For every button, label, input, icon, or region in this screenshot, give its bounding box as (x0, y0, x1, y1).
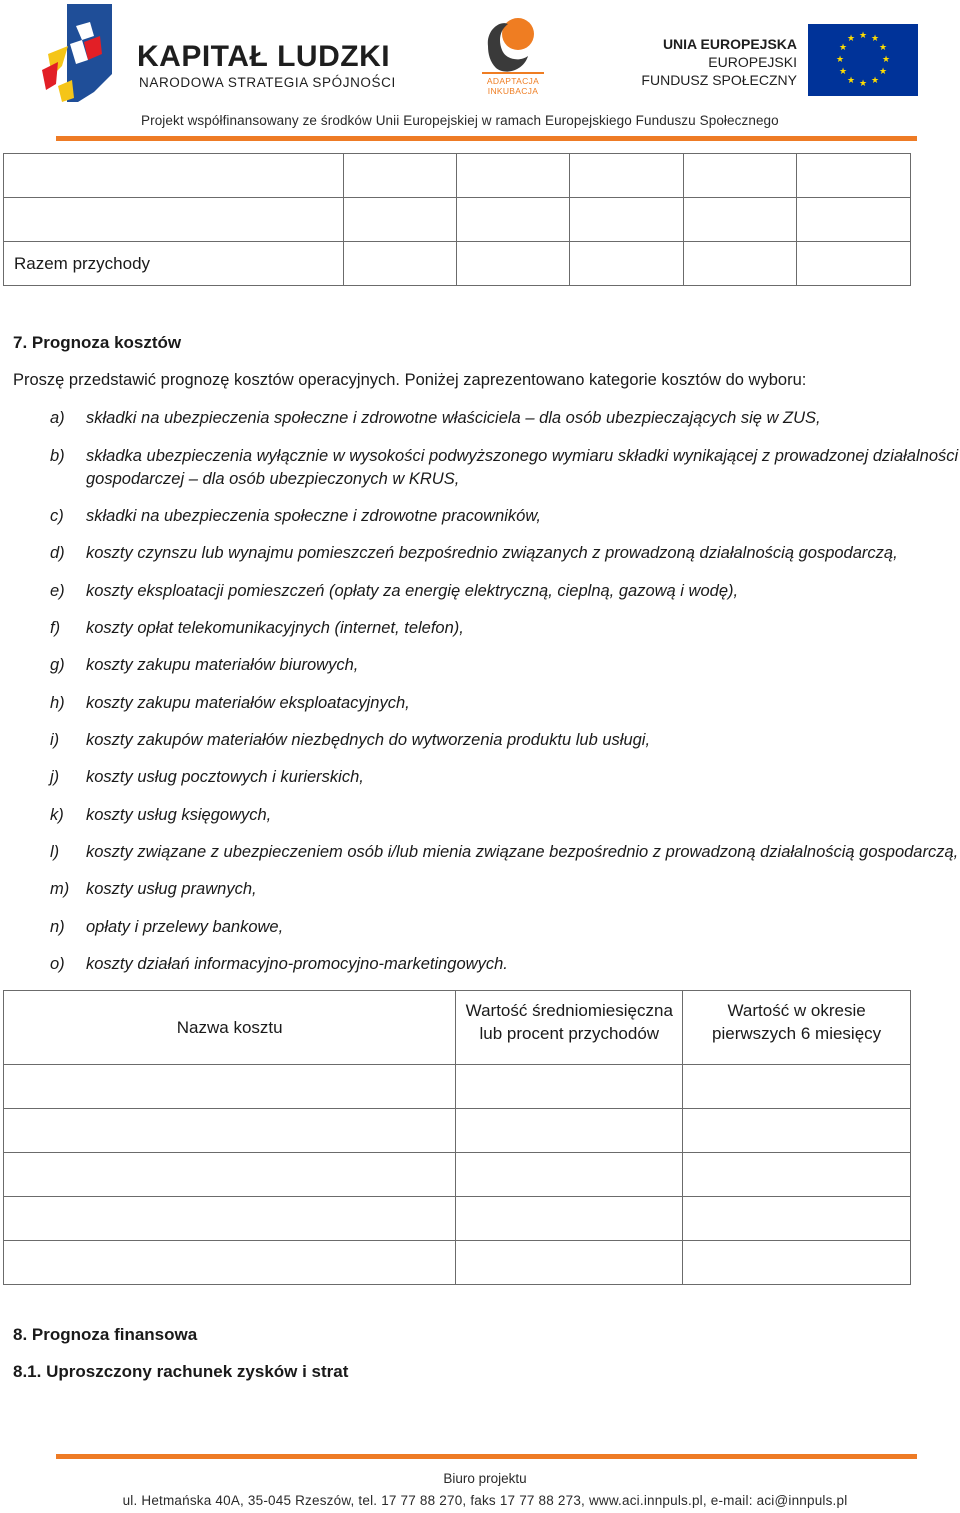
eu-line-1: UNIA EUROPEJSKA (662, 36, 797, 52)
list-text: koszty zakupów materiałów niezbędnych do wytworzenia produktu lub usługi, (86, 731, 651, 749)
table-cell[interactable] (344, 154, 457, 198)
list-marker: i) (50, 731, 60, 749)
list-marker: k) (50, 806, 64, 824)
inkubacja-text: INKUBACJA (487, 86, 539, 96)
table-cell[interactable] (344, 242, 457, 286)
header-line: Wartość w okresie (727, 1001, 866, 1020)
svg-text:★: ★ (881, 55, 891, 65)
list-marker: h) (50, 694, 65, 712)
page-header (0, 0, 960, 145)
table-cell[interactable] (683, 1241, 911, 1285)
eu-line-3: FUNDUSZ SPOŁECZNY (641, 72, 797, 88)
list-text: koszty usług księgowych, (86, 806, 272, 824)
table-cell[interactable] (684, 154, 797, 198)
table-cell[interactable] (4, 1153, 456, 1197)
kapital-ludzki-title: KAPITAŁ LUDZKI (137, 40, 391, 73)
table-cell[interactable] (456, 1197, 683, 1241)
svg-text:★: ★ (870, 76, 880, 86)
section-8-1-heading: 8.1. Uproszczony rachunek zysków i strat (13, 1362, 349, 1381)
table-cell[interactable] (797, 198, 911, 242)
list-marker: b) (50, 447, 65, 465)
list-marker: l) (50, 843, 60, 861)
adaptacja-inkubacja-logo (480, 16, 546, 82)
table-cell[interactable] (4, 198, 344, 242)
list-text: koszty działań informacyjno-promocyjno-marketingowych. (86, 955, 508, 973)
list-marker: m) (50, 880, 70, 898)
table-row (4, 1109, 911, 1153)
table-row (4, 154, 911, 198)
list-text: koszty usług pocztowych i kurierskich, (86, 768, 364, 786)
table-row (4, 198, 911, 242)
svg-text:★: ★ (858, 79, 868, 89)
list-text: koszty związane z ubezpieczeniem osób i/lub mienia związane bezpośrednio z prowadzoną działalnością gospodarczą, (86, 843, 959, 861)
list-marker: c) (50, 507, 64, 525)
list-marker: d) (50, 544, 65, 562)
table-cell[interactable] (457, 154, 570, 198)
list-text: składka ubezpieczenia wyłącznie w wysokości podwyższonego wymiaru składki wynikającej z prowadzonej działalności gospodarczej – dla osób ubezpieczonych w KRUS, (86, 447, 959, 488)
table-cell[interactable] (457, 198, 570, 242)
table-cell[interactable] (456, 1241, 683, 1285)
svg-text:★: ★ (878, 43, 888, 53)
svg-text:★: ★ (870, 34, 880, 44)
kapital-ludzki-logo (42, 4, 112, 102)
header-line: pierwszych 6 miesięcy (712, 1024, 882, 1043)
adaptacja-text: ADAPTACJA (486, 76, 540, 86)
table-cell[interactable] (570, 154, 684, 198)
header-line: lub procent przychodów (479, 1024, 660, 1043)
footer-address: ul. Hetmańska 40A, 35-045 Rzeszów, tel. 17 77 88 270, faks 17 77 88 273, www.aci.innpuls.pl, e-mail: aci@innpuls.pl (122, 1493, 848, 1508)
section-8-heading: 8. Prognoza finansowa (13, 1325, 198, 1344)
list-text: koszty zakupu materiałów biurowych, (86, 656, 359, 674)
svg-text:★: ★ (878, 67, 888, 77)
table-cell[interactable] (4, 1109, 456, 1153)
table-row (4, 1153, 911, 1197)
table-cell[interactable] (344, 198, 457, 242)
svg-text:★: ★ (846, 76, 856, 86)
table-cell[interactable] (683, 1153, 911, 1197)
table-cell[interactable] (456, 1153, 683, 1197)
list-marker: o) (50, 955, 65, 973)
eu-flag-icon (808, 24, 918, 96)
list-text: koszty opłat telekomunikacyjnych (internet, telefon), (86, 619, 464, 637)
table-cell[interactable] (797, 154, 911, 198)
table-cell[interactable] (457, 242, 570, 286)
table-cell[interactable] (683, 1197, 911, 1241)
svg-text:★: ★ (846, 34, 856, 44)
table-cell[interactable] (456, 1065, 683, 1109)
table-cell[interactable] (570, 198, 684, 242)
list-text: koszty zakupu materiałów eksploatacyjnych, (86, 694, 410, 712)
list-marker: g) (50, 656, 65, 674)
cost-table (3, 990, 911, 1285)
table-row (4, 1065, 911, 1109)
section-7-intro: Proszę przedstawić prognozę kosztów operacyjnych. Poniżej zaprezentowano kategorie kosztów do wyboru: (13, 371, 807, 389)
eu-line-2: EUROPEJSKI (708, 54, 797, 70)
table-cell[interactable] (4, 1241, 456, 1285)
table-cell[interactable] (4, 1197, 456, 1241)
list-text: opłaty i przelewy bankowe, (86, 918, 284, 936)
header-divider (56, 136, 917, 141)
column-header-six-month-value (683, 991, 911, 1065)
svg-text:★: ★ (858, 31, 868, 41)
header-line: Wartość średniomiesięczna (465, 1001, 673, 1020)
list-marker: f) (50, 619, 61, 637)
table-cell[interactable] (683, 1065, 911, 1109)
table-header-row (4, 991, 911, 1065)
svg-text:★: ★ (838, 67, 848, 77)
table-row (4, 1197, 911, 1241)
eu-fund-name (630, 35, 797, 89)
table-cell[interactable] (4, 154, 344, 198)
list-marker: a) (50, 409, 65, 427)
section-7-heading: 7. Prognoza kosztów (13, 333, 182, 352)
svg-text:★: ★ (835, 55, 845, 65)
total-row (4, 242, 911, 286)
svg-text:★: ★ (838, 43, 848, 53)
list-marker: n) (50, 918, 65, 936)
total-revenue-label: Razem przychody (4, 242, 344, 286)
list-text: składki na ubezpieczenia społeczne i zdrowotne pracowników, (86, 507, 541, 525)
project-cofinancing-line: Projekt współfinansowany ze środków Unii Europejskiej w ramach Europejskiego Funduszu Społecznego (141, 113, 779, 128)
table-cell[interactable] (684, 242, 797, 286)
list-text: koszty czynszu lub wynajmu pomieszczeń bezpośrednio związanych z prowadzoną działalnością gospodarczą, (86, 544, 898, 562)
adaptacja-logo-text (481, 76, 545, 96)
list-text: koszty eksploatacji pomieszczeń (opłaty za energię elektryczną, cieplną, gazową i wodę), (86, 582, 739, 600)
list-text: składki na ubezpieczenia społeczne i zdrowotne właściciela – dla osób ubezpieczających się w ZUS, (86, 409, 821, 427)
list-text: koszty usług prawnych, (86, 880, 257, 898)
revenue-table (3, 153, 911, 286)
table-cell[interactable] (4, 1065, 456, 1109)
kapital-ludzki-subtitle: NARODOWA STRATEGIA SPÓJNOŚCI (139, 75, 396, 90)
list-marker: j) (50, 768, 60, 786)
table-cell[interactable] (797, 242, 911, 286)
table-cell[interactable] (570, 242, 684, 286)
table-row (4, 1241, 911, 1285)
footer-office-label: Biuro projektu (443, 1471, 527, 1486)
table-cell[interactable] (456, 1109, 683, 1153)
column-header-cost-name: Nazwa kosztu (4, 991, 456, 1065)
table-cell[interactable] (684, 198, 797, 242)
column-header-monthly-value (456, 991, 683, 1065)
footer-divider (56, 1454, 917, 1459)
list-marker: e) (50, 582, 65, 600)
table-cell[interactable] (683, 1109, 911, 1153)
